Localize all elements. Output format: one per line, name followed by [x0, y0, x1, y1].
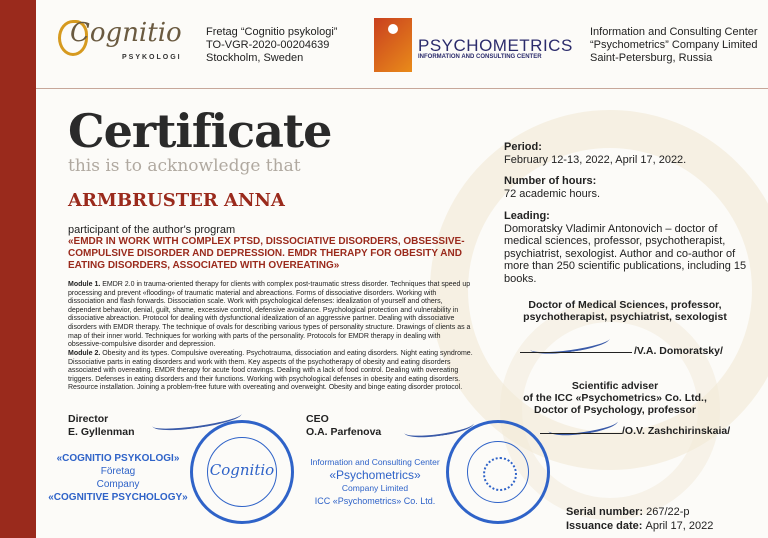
module-1	[68, 281, 474, 350]
director-name: E. Gyllenman	[68, 426, 135, 438]
cognitio-logo-text: Cognitio	[70, 18, 182, 48]
psychometrics-stamp	[300, 456, 450, 508]
psy-stamp-line: ICC «Psychometrics» Co. Ltd.	[314, 496, 436, 506]
adviser-sign-line	[540, 433, 622, 434]
company-stamp-line: Företag	[100, 466, 136, 477]
program-title: «EMDR IN WORK WITH COMPLEX PTSD, DISSOCIATIVE DISORDERS, OBSESSIVE-COMPULSIVE DISORDER AND DEPRESSION. EMDR THERAPY FOR OBESITY AND EATING DISORDERS, ASSOCIATED WITH OVEREATING»	[68, 236, 465, 271]
center-line: Information and Consulting Center	[590, 26, 758, 38]
hours-label: Number of hours:	[504, 175, 597, 187]
recipient-name: ARMBRUSTER ANNA	[68, 190, 285, 211]
adviser-title-line: Scientific adviser	[571, 380, 659, 392]
psy-stamp-line: Information and Consulting Center	[310, 457, 440, 467]
serial-value: 267/22-p	[646, 506, 690, 518]
cognitio-stamp-text: Cognitio	[209, 461, 275, 479]
company-stamp-line: «COGNITIO PSYKOLOGI»	[56, 453, 180, 464]
ceo-role: CEO	[306, 413, 329, 425]
module-1-label: Module 1.	[68, 281, 101, 288]
adviser-title-line: Doctor of Psychology, professor	[534, 404, 696, 416]
domoratsky-title-line: psychotherapist, psychiatrist, sexologist	[523, 311, 727, 323]
fretag-line: TO-VGR-2020-00204639	[206, 39, 330, 51]
psy-stamp-line: Company Limited	[341, 483, 409, 493]
leading-value: Domoratsky Vladimir Antonovich – doctor of medical sciences, professor, psychotherapist, psychiatrist, sexologist. Author and co-author of more than 250 scientific publications, including 15 books.	[504, 222, 747, 285]
psy-stamp-line: «Psychometrics»	[329, 468, 421, 482]
hours-block	[504, 175, 754, 200]
module-2-label: Module 2.	[68, 350, 101, 357]
leading-label: Leading:	[504, 210, 550, 222]
director-role: Director	[68, 413, 109, 425]
left-red-bar	[0, 0, 36, 538]
adviser-title	[520, 380, 710, 416]
globe-icon	[483, 457, 517, 491]
period-block	[504, 141, 754, 166]
domoratsky-sign-line	[520, 352, 632, 353]
serial-label: Serial number:	[566, 506, 644, 518]
center-line: “Psychometrics” Company Limited	[590, 39, 758, 51]
ceo-name: O.A. Parfenova	[306, 426, 382, 438]
acknowledge-text: this is to acknowledge that	[68, 156, 301, 176]
psychometrics-round-stamp	[446, 420, 550, 524]
adviser-title-line: of the ICC «Psychometrics» Co. Ltd.,	[523, 392, 707, 404]
module-2-text: Obesity and its types. Compulsive overeating. Psychotrauma, dissociation and eating disorders. Night eating syndrome. Dissociative parts in eating disorders and work with them. Key aspects of the psychotherapy of obesity and eating disorders associated with overeating. EMDR therapy for acute food cravings. Dealing with a lack of food control. Dealing with overeating triggers. Defenses in eating disorders and their functions. Working with psychological defenses in obesity and eating disorders. Resource installation. Joining a problem-free future with overeating and overweight. Obesity and binge eating disorder protocol.	[68, 350, 473, 392]
module-2	[68, 350, 474, 393]
psychometrics-name: PSYCHOMETRICS	[418, 36, 573, 55]
domoratsky-title-line: Doctor of Medical Sciences, professor,	[528, 299, 722, 311]
fretag-info	[206, 26, 337, 65]
hours-value: 72 academic hours.	[504, 187, 600, 200]
fretag-line: Fretag “Cognitio psykologi”	[206, 26, 338, 38]
domoratsky-title	[500, 299, 750, 323]
leading-block	[504, 210, 754, 285]
company-stamp	[44, 452, 192, 504]
header-divider	[36, 88, 768, 89]
participant-text: participant of the author's program	[68, 224, 236, 236]
psychometrics-logo-icon	[374, 18, 412, 72]
serial-block	[566, 505, 713, 533]
psychometrics-sub: INFORMATION AND CONSULTING CENTER	[418, 54, 542, 60]
period-value: February 12-13, 2022, April 17, 2022.	[504, 153, 687, 166]
period-label: Period:	[504, 141, 542, 153]
cognitio-logo-sub: PSYKOLOGI	[122, 54, 182, 61]
domoratsky-name: /V.A. Domoratsky/	[634, 345, 723, 357]
ceo-block	[306, 413, 381, 439]
company-stamp-line: Company	[96, 479, 140, 490]
company-stamp-line: «COGNITIVE PSYCHOLOGY»	[48, 492, 188, 503]
certificate-title: Certificate	[68, 104, 332, 158]
adviser-name: /O.V. Zashchirinskaia/	[622, 425, 731, 437]
module-1-text: EMDR 2.0 in trauma-oriented therapy for clients with complex post-traumatic stress disorder. Techniques that speed up processing and prevent «flooding» of traumatic material and abreactions. Forms of dissociative disorders. Working with dissociation and flash forwards. Dissociation scale. Work with psychological defenses: idealization of yourself and others, dependent behavior, denial, guilt, shame, excessive control, defensive avoidance. Psychological protection and vulnerability in dissociative abreaction. Protocol for dealing with dysfunctional idealization of an aggressive partner. Dealing with dissociative disorders with EMDR therapy. The technique of ovals for describing various types of personality structure. Drawings of clients as a map of their inner world. Techniques for working with parts of the personality. Protocols for EMDR therapy in dealing with obsessive-compulsive disorder and depression.	[68, 281, 471, 349]
fretag-line: Stockholm, Sweden	[206, 52, 304, 64]
issuance-value: April 17, 2022	[645, 520, 714, 532]
center-line: Saint-Petersburg, Russia	[590, 52, 713, 64]
director-block	[68, 413, 135, 439]
cognitio-round-stamp	[190, 420, 294, 524]
issuance-label: Issuance date:	[566, 520, 643, 532]
center-info	[590, 26, 758, 65]
